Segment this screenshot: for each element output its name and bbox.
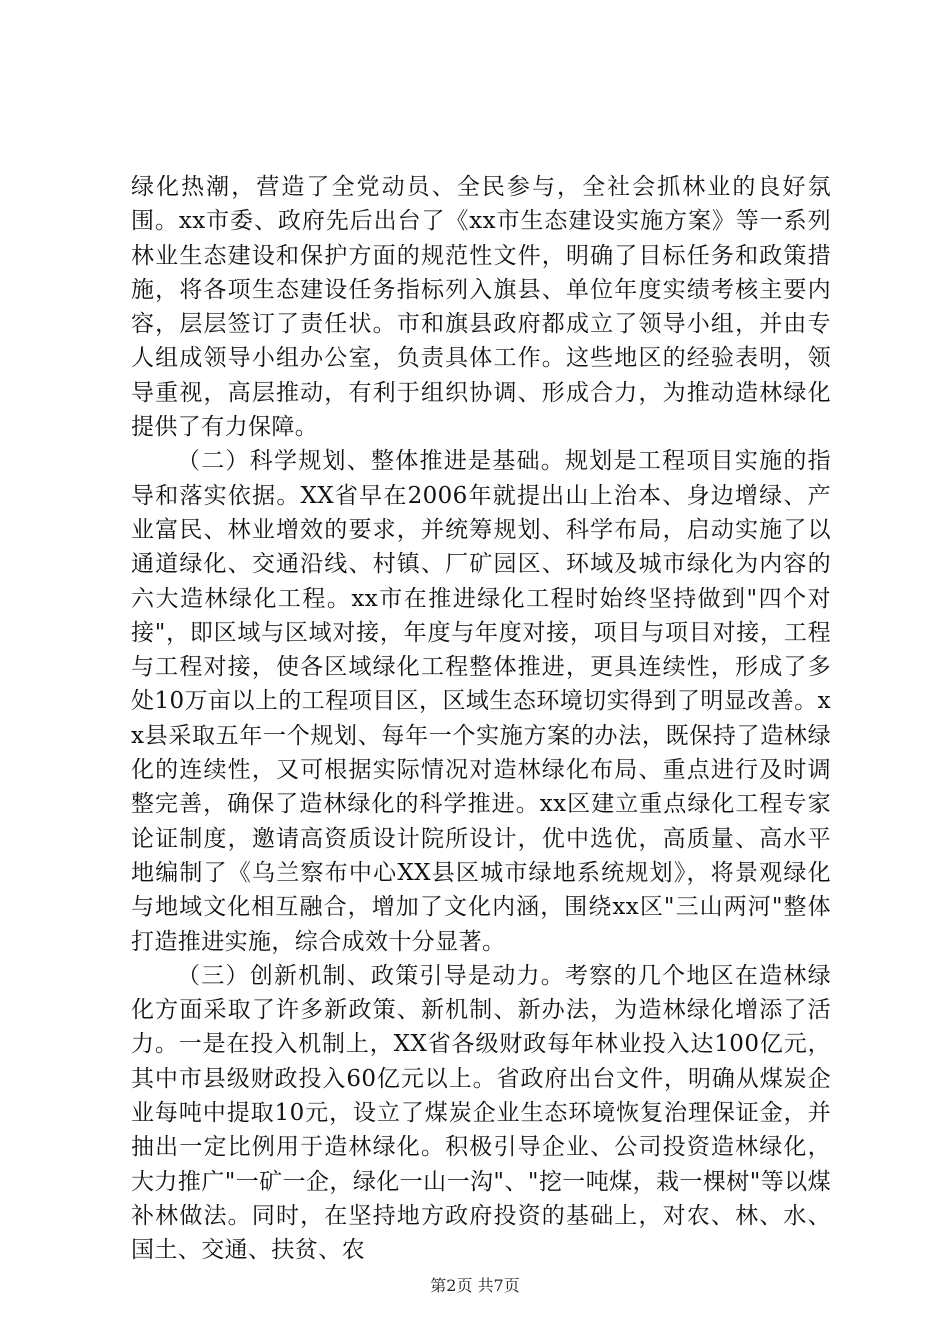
paragraph-2: （二）科学规划、整体推进是基础。规划是工程项目实施的指导和落实依据。XX省早在2006年就提出山上治本、身边增绿、产业富民、林业增效的要求，并统筹规划、科学布局，启动实施了以通道绿化、交通沿线、村镇、厂矿园区、环域及城市绿化为内容的六大造林绿化工程。xx市在推进绿化工程时始终坚持做到"四个对接"，即区域与区域对接，年度与年度对接，项目与项目对接，工程与工程对接，使各区域绿化工程整体推进，更具连续性，形成了多处10万亩以上的工程项目区，区域生态环境切实得到了明显改善。xx县采取五年一个规划、每年一个实施方案的办法，既保持了造林绿化的连续性，又可根据实际情况对造林绿化布局、重点进行及时调整完善，确保了造林绿化的科学推进。xx区建立重点绿化工程专家论证制度，邀请高资质设计院所设计，优中选优，高质量、高水平地编制了《乌兰察布中心XX县区城市绿地系统规划》，将景观绿化与地域文化相互融合，增加了文化内涵，围绕xx区"三山两河"整体打造推进实施，综合成效十分显著。 bbox=[131, 448, 831, 955]
paragraph-3: （三）创新机制、政策引导是动力。考察的几个地区在造林绿化方面采取了许多新政策、新机制、新办法，为造林绿化增添了活力。一是在投入机制上，XX省各级财政每年林业投入达100亿元，其中市县级财政投入60亿元以上。省政府出台文件，明确从煤炭企业每吨中提取10元，设立了煤炭企业生态环境恢复治理保证金，并抽出一定比例用于造林绿化。积极引导企业、公司投资造林绿化，大力推广"一矿一企，绿化一山一沟"、"挖一吨煤，栽一棵树"等以煤补林做法。同时，在坚持地方政府投资的基础上，对农、林、水、国土、交通、扶贫、农 bbox=[131, 962, 831, 1264]
paragraph-1: 绿化热潮，营造了全党动员、全民参与，全社会抓林业的良好氛围。xx市委、政府先后出台了《xx市生态建设实施方案》等一系列林业生态建设和保护方面的规范性文件，明确了目标任务和政策措施，将各项生态建设任务指标列入旗县、单位年度实绩考核主要内容，层层签订了责任状。市和旗县政府都成立了领导小组，并由专人组成领导小组办公室，负责具体工作。这些地区的经验表明，领导重视，高层推动，有利于组织协调、形成合力，为推动造林绿化提供了有力保障。 bbox=[131, 174, 831, 441]
page-footer: 第2页 共7页 bbox=[430, 1276, 520, 1295]
document-body bbox=[131, 170, 831, 1268]
